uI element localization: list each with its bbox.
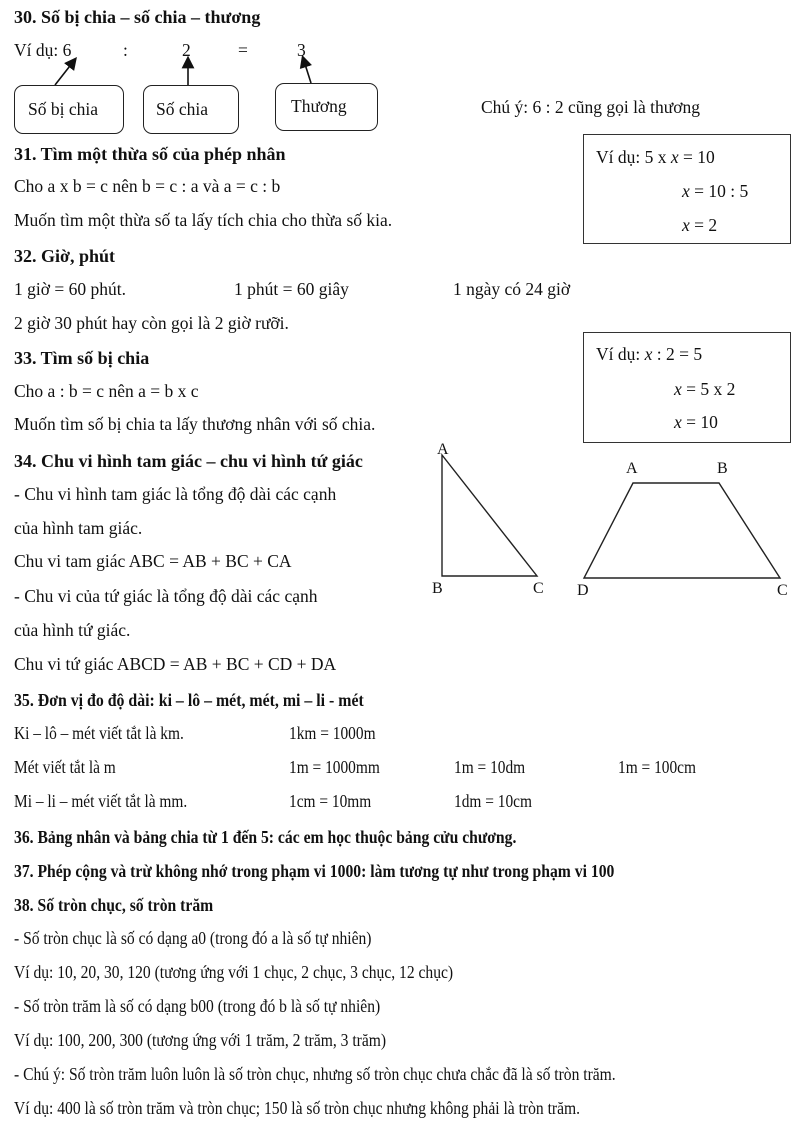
section-33-title: 33. Tìm số bị chia bbox=[14, 348, 150, 368]
unit-row-m-conv-2 bbox=[454, 759, 535, 777]
unit-row-text: Ki – lô – mét viết tắt là km. bbox=[14, 723, 184, 743]
round-tens-example bbox=[14, 964, 507, 982]
variable-x: x bbox=[682, 215, 690, 235]
section-38-line: Ví dụ: 10, 20, 30, 120 (tương ứng với 1 chục, 2 chục, 3 chục, 12 chục) bbox=[14, 962, 454, 982]
time-half-hour: 2 giờ 30 phút hay còn gọi là 2 giờ rưỡi. bbox=[14, 313, 289, 333]
variable-x: x bbox=[644, 344, 653, 364]
section-32-title: 32. Giờ, phút bbox=[14, 246, 115, 266]
quadrilateral-abcd bbox=[584, 483, 780, 578]
section-36-title-text: 36. Bảng nhân và bảng chia từ 1 đến 5: các em học thuộc bảng cửu chương. bbox=[14, 827, 517, 847]
quad-vertex-a: A bbox=[626, 460, 638, 477]
unit-row-text: Mét viết tắt là m bbox=[14, 757, 116, 777]
time-fact-hour: 1 giờ = 60 phút. bbox=[14, 279, 126, 299]
section-31-title: 31. Tìm một thừa số của phép nhân bbox=[14, 144, 286, 164]
unit-row-m-conv-3 bbox=[618, 759, 707, 777]
dividend-example-suffix: : 2 = 5 bbox=[652, 344, 703, 364]
triangle-vertex-a: A bbox=[437, 441, 449, 458]
dividend-result: = 10 bbox=[681, 412, 718, 432]
section-30-title: 30. Số bị chia – số chia – thương bbox=[14, 7, 261, 27]
section-38-line: Ví dụ: 400 là số tròn trăm và tròn chục; 150 là số tròn chục nhưng không phải là tròn trăm. bbox=[14, 1098, 581, 1118]
factor-example-prefix: Ví dụ: 5 x bbox=[596, 147, 671, 167]
quad-vertex-c: C bbox=[777, 582, 788, 599]
time-fact-minute: 1 phút = 60 giây bbox=[234, 279, 349, 299]
equals-sign: = bbox=[238, 40, 248, 60]
unit-row-m-conv-1 bbox=[289, 759, 392, 777]
example-dividend: Ví dụ: 6 bbox=[14, 40, 72, 60]
factor-result: = 2 bbox=[689, 215, 718, 235]
triangle-vertex-c: C bbox=[533, 580, 544, 597]
division-sign: : bbox=[123, 40, 128, 60]
unit-row-km-label bbox=[14, 725, 207, 743]
section-33-method: Muốn tìm số bị chia ta lấy thương nhân với số chia. bbox=[14, 414, 376, 434]
label-dividend: Số bị chia bbox=[28, 99, 98, 119]
section-33-rule: Cho a : b = c nên a = b x c bbox=[14, 381, 199, 401]
unit-row-mm-label bbox=[14, 793, 211, 811]
dividend-example-line-1 bbox=[596, 346, 702, 364]
unit-row-km-conv-1 bbox=[289, 725, 387, 743]
section-37-title bbox=[14, 862, 704, 880]
dividend-example-prefix: Ví dụ: bbox=[596, 344, 645, 364]
section-38-title bbox=[14, 896, 243, 914]
unit-row-text: 1m = 10dm bbox=[454, 757, 526, 777]
section-38-line: - Chú ý: Số tròn trăm luôn luôn là số tròn chục, nhưng số tròn chục chưa chắc đã là số tròn trăm. bbox=[14, 1064, 616, 1084]
quad-vertex-b: B bbox=[717, 460, 728, 477]
section-38-title-text: 38. Số tròn chục, số tròn trăm bbox=[14, 895, 214, 915]
label-divisor: Số chia bbox=[156, 99, 209, 119]
section-38-line: - Số tròn trăm là số có dạng b00 (trong đó b là số tự nhiên) bbox=[14, 996, 381, 1016]
unit-row-mm-conv-1 bbox=[289, 793, 382, 811]
arrow-dividend bbox=[55, 62, 73, 85]
label-quotient: Thương bbox=[291, 96, 347, 116]
factor-step: = 10 : 5 bbox=[689, 181, 749, 201]
round-numbers-note bbox=[14, 1066, 690, 1084]
unit-row-text: 1dm = 10cm bbox=[454, 791, 532, 811]
factor-example-line-2 bbox=[682, 183, 748, 201]
quad-perimeter-def-2: của hình tứ giác. bbox=[14, 620, 131, 640]
unit-row-text: 1m = 100cm bbox=[618, 757, 696, 777]
factor-example-line-3 bbox=[682, 217, 717, 235]
triangle-perimeter-formula: Chu vi tam giác ABC = AB + BC + CA bbox=[14, 551, 292, 571]
section-34-title: 34. Chu vi hình tam giác – chu vi hình tứ giác bbox=[14, 451, 363, 471]
triangle-abc bbox=[442, 455, 537, 576]
round-tens-definition bbox=[14, 930, 416, 948]
section-35-title bbox=[14, 691, 411, 709]
dividend-example-line-2 bbox=[674, 381, 735, 399]
section-31-rule: Cho a x b = c nên b = c : a và a = c : b bbox=[14, 176, 281, 196]
round-hundreds-example bbox=[14, 1032, 432, 1050]
label-box-divisor bbox=[143, 85, 239, 134]
example-divisor: 2 bbox=[182, 40, 191, 60]
section-38-line: Ví dụ: 100, 200, 300 (tương ứng với 1 trăm, 2 trăm, 3 trăm) bbox=[14, 1030, 387, 1050]
variable-x: x bbox=[674, 379, 682, 399]
triangle-vertex-b: B bbox=[432, 580, 443, 597]
label-box-dividend bbox=[14, 85, 124, 134]
quad-perimeter-formula: Chu vi tứ giác ABCD = AB + BC + CD + DA bbox=[14, 654, 337, 674]
section-36-title bbox=[14, 828, 591, 846]
variable-x: x bbox=[674, 412, 682, 432]
factor-example-suffix: = 10 bbox=[678, 147, 715, 167]
triangle-perimeter-def-2: của hình tam giác. bbox=[14, 518, 143, 538]
round-numbers-note-example bbox=[14, 1100, 650, 1118]
variable-x: x bbox=[670, 147, 679, 167]
section-37-title-text: 37. Phép cộng và trừ không nhớ trong phạm vi 1000: làm tương tự như trong phạm vi 100 bbox=[14, 861, 615, 881]
arrow-quotient bbox=[304, 61, 311, 83]
section-35-title-text: 35. Đơn vị đo độ dài: ki – lô – mét, mét, mi – li - mét bbox=[14, 690, 364, 710]
section-30-note: Chú ý: 6 : 2 cũng gọi là thương bbox=[481, 97, 701, 117]
unit-row-m-label bbox=[14, 759, 130, 777]
round-hundreds-definition bbox=[14, 998, 425, 1016]
triangle-perimeter-def-1: - Chu vi hình tam giác là tổng độ dài các cạnh bbox=[14, 484, 337, 504]
variable-x: x bbox=[682, 181, 690, 201]
section-38-line: - Số tròn chục là số có dạng a0 (trong đó a là số tự nhiên) bbox=[14, 928, 372, 948]
time-fact-day: 1 ngày có 24 giờ bbox=[453, 279, 571, 299]
dividend-example-line-3 bbox=[674, 414, 718, 432]
unit-row-text: 1km = 1000m bbox=[289, 723, 376, 743]
unit-row-text: 1cm = 10mm bbox=[289, 791, 372, 811]
section-31-method: Muốn tìm một thừa số ta lấy tích chia cho thừa số kia. bbox=[14, 210, 393, 230]
example-quotient: 3 bbox=[297, 40, 306, 60]
dividend-step: = 5 x 2 bbox=[681, 379, 736, 399]
factor-example-line-1 bbox=[596, 149, 715, 167]
quad-perimeter-def-1: - Chu vi của tứ giác là tổng độ dài các cạnh bbox=[14, 586, 318, 606]
label-box-quotient bbox=[275, 83, 378, 131]
unit-row-mm-conv-2 bbox=[454, 793, 543, 811]
quad-vertex-d: D bbox=[577, 582, 589, 599]
unit-row-text: Mi – li – mét viết tắt là mm. bbox=[14, 791, 188, 811]
unit-row-text: 1m = 1000mm bbox=[289, 757, 380, 777]
